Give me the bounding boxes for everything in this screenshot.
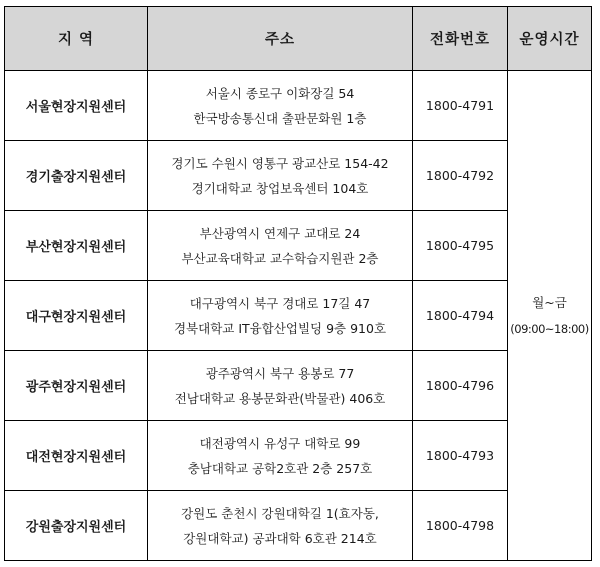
phone-cell: 1800-4796 <box>413 351 508 421</box>
table-row <box>5 351 592 421</box>
address-line: 광주광역시 북구 용봉로 77 <box>205 365 355 381</box>
address-line: 한국방송통신대 출판문화원 1층 <box>193 110 367 126</box>
address-line: 충남대학교 공학2호관 2층 257호 <box>187 460 373 476</box>
region-cell: 대구현장지원센터 <box>5 281 148 351</box>
phone-cell: 1800-4793 <box>413 421 508 491</box>
table-row <box>5 141 592 211</box>
table-row <box>5 421 592 491</box>
address-cell <box>148 211 413 281</box>
header-hours: 운영시간 <box>508 7 592 71</box>
table-row <box>5 491 592 561</box>
address-line: 강원대학교) 공과대학 6호관 214호 <box>183 530 377 546</box>
phone-cell: 1800-4794 <box>413 281 508 351</box>
address-cell <box>148 141 413 211</box>
hours-cell <box>508 71 592 561</box>
address-line: 대전광역시 유성구 대학로 99 <box>199 435 361 451</box>
phone-cell: 1800-4792 <box>413 141 508 211</box>
address-cell <box>148 491 413 561</box>
phone-cell: 1800-4798 <box>413 491 508 561</box>
address-cell <box>148 421 413 491</box>
address-line: 부산교육대학교 교수학습지원관 2층 <box>181 250 379 266</box>
address-cell <box>148 281 413 351</box>
region-cell: 부산현장지원센터 <box>5 211 148 281</box>
address-line: 부산광역시 연제구 교대로 24 <box>199 225 361 241</box>
address-line: 강원도 춘천시 강원대학길 1(효자동, <box>181 505 379 521</box>
region-cell: 강원출장지원센터 <box>5 491 148 561</box>
region-cell: 대전현장지원센터 <box>5 421 148 491</box>
phone-cell: 1800-4791 <box>413 71 508 141</box>
hours-time: (09:00~18:00) <box>510 321 589 336</box>
region-cell: 서울현장지원센터 <box>5 71 148 141</box>
phone-cell: 1800-4795 <box>413 211 508 281</box>
table-row <box>5 71 592 141</box>
address-cell <box>148 71 413 141</box>
region-cell: 경기출장지원센터 <box>5 141 148 211</box>
hours-days: 월~금 <box>532 294 567 310</box>
header-address: 주소 <box>148 7 413 71</box>
header-region: 지 역 <box>5 7 148 71</box>
header-phone: 전화번호 <box>413 7 508 71</box>
address-line: 경기대학교 창업보육센터 104호 <box>191 180 369 196</box>
support-center-table-container <box>4 6 591 561</box>
address-line: 경기도 수원시 영통구 광교산로 154-42 <box>171 155 389 171</box>
region-cell: 광주현장지원센터 <box>5 351 148 421</box>
address-line: 서울시 종로구 이화장길 54 <box>205 85 355 101</box>
address-line: 전남대학교 용봉문화관(박물관) 406호 <box>174 390 386 406</box>
address-line: 대구광역시 북구 경대로 17길 47 <box>189 295 371 311</box>
support-center-table <box>4 6 592 561</box>
table-row <box>5 211 592 281</box>
table-row <box>5 281 592 351</box>
table-header-row <box>5 7 592 71</box>
address-line: 경북대학교 IT융합산업빌딩 9층 910호 <box>173 320 387 336</box>
address-cell <box>148 351 413 421</box>
